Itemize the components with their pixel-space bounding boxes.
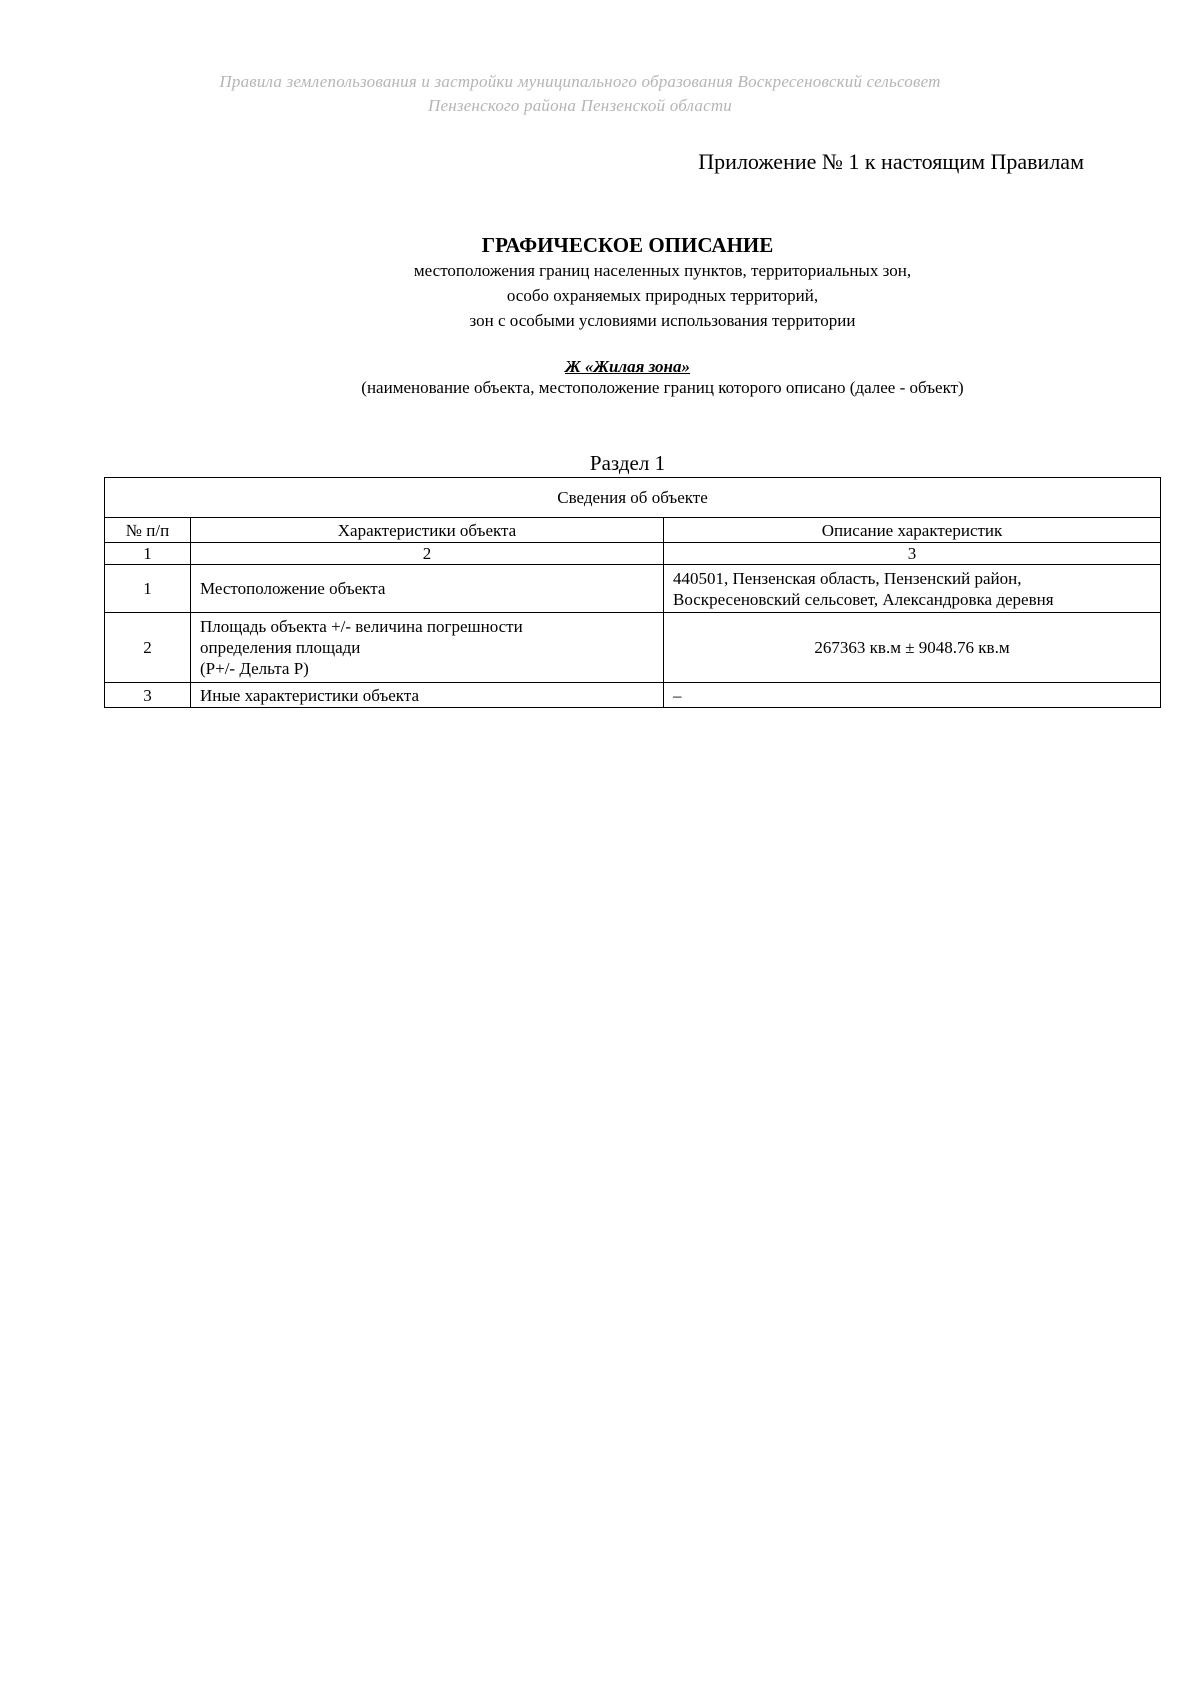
table-caption-row <box>105 478 1161 518</box>
row-characteristic <box>191 683 664 708</box>
row-description-line: 440501, Пензенская область, Пензенский район, <box>673 568 1022 588</box>
column-header-number: № п/п <box>105 518 191 543</box>
column-header-characteristic: Характеристики объекта <box>191 518 664 543</box>
row-description <box>664 565 1161 613</box>
row-characteristic-line: Иные характеристики объекта <box>200 685 420 705</box>
row-description-line: 267363 кв.м ± 9048.76 кв.м <box>814 638 1010 657</box>
row-number: 3 <box>105 683 191 708</box>
column-header-description: Описание характеристик <box>664 518 1161 543</box>
row-description <box>664 613 1161 683</box>
document-title: ГРАФИЧЕСКОЕ ОПИСАНИЕ <box>481 233 774 257</box>
subtitle-line-2: особо охраняемых природных территорий, <box>506 286 819 305</box>
table-row <box>105 565 1161 613</box>
column-number-row <box>105 543 1161 565</box>
subtitle-line-3: зон с особыми условиями использования территории <box>469 311 856 330</box>
column-number: 3 <box>664 543 1161 565</box>
row-characteristic-line: (Р+/- Дельта Р) <box>200 659 309 678</box>
table-caption: Сведения об объекте <box>105 478 1161 518</box>
row-characteristic-line: Местоположение объекта <box>200 579 386 598</box>
page-header-line-1: Правила землепользования и застройки муниципального образования Воскресеновский сельсовет <box>219 72 941 91</box>
column-number: 1 <box>105 543 191 565</box>
page-header-line-2: Пензенского района Пензенской области <box>428 96 732 115</box>
row-description-line: Воскресеновский сельсовет, Александровка деревня <box>673 589 1054 609</box>
row-characteristic <box>191 565 664 613</box>
row-characteristic <box>191 613 664 683</box>
object-name: Ж «Жилая зона» <box>565 357 690 376</box>
table-row <box>105 613 1161 683</box>
row-number: 1 <box>105 565 191 613</box>
row-number: 2 <box>105 613 191 683</box>
row-description <box>664 683 1161 708</box>
subtitle-line-1: местоположения границ населенных пунктов, территориальных зон, <box>413 261 912 280</box>
section-title: Раздел 1 <box>589 451 666 475</box>
table-row <box>105 683 1161 708</box>
row-characteristic-line: Площадь объекта +/- величина погрешности <box>200 617 523 636</box>
row-characteristic-line: определения площади <box>200 638 361 657</box>
column-number: 2 <box>191 543 664 565</box>
object-caption: (наименование объекта, местоположение границ которого описано (далее - объект) <box>361 378 964 397</box>
row-description-line: – <box>673 685 682 705</box>
appendix-note: Приложение № 1 к настоящим Правилам <box>698 149 1084 174</box>
object-info-table <box>104 477 1161 708</box>
table-header-row <box>105 518 1161 543</box>
